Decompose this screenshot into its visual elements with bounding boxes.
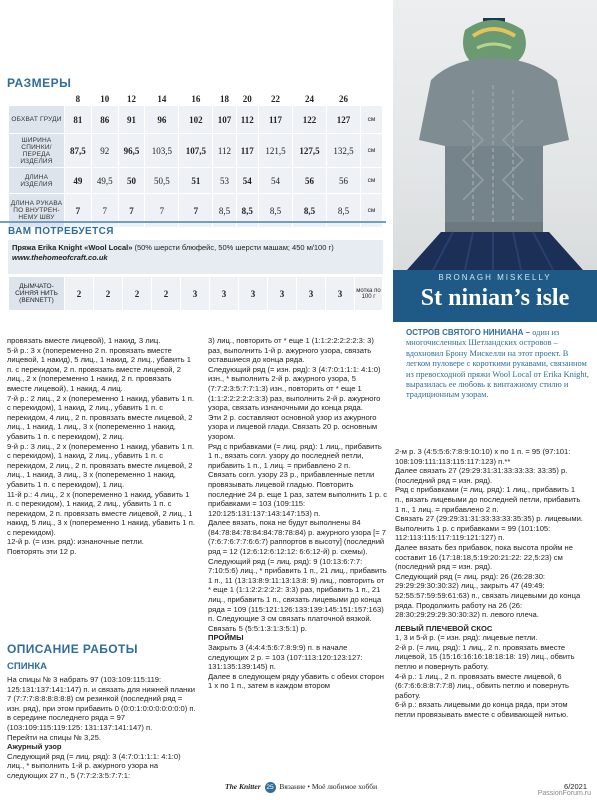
yarn-amount-table [8, 276, 383, 311]
paragraph: Связать 27 (29:29:31:31:33:33:33:35:35) р. лицевыми. [395, 514, 583, 524]
paragraph: 7-й р.: 2 лиц., 2 х (попеременно 1 накид, убавить 1 п. с перекидом), 1 накид, 2 лиц., убавить 1 п. с перекидом, 4 лиц., 2 п. провязать вместе лицевой, 2 лиц., 1 накид, 1 лиц., 3 х (попеременно 1 накид, убавить 1 п. с перекидом), 2 лиц. [7, 393, 195, 441]
paragraph: Следующий ряд (= лиц. ряд): 26 (26:28:30: 29:29:29:30:30:32) лиц., закрыть 47 (49:49: 52:55:57:59:59:61:63) п., связать лицевыми до конца ряда. Продолжить работу на 26 (26: 28:30:29:29:29:30:30:32) п. левого плеча. [395, 571, 581, 620]
paragraph: 3) лиц., повторить от * еще 1 (1:1:2:2:2:2:2:3: 3) раз, выполнить 1-й р. ажурного узора, связать оставшиеся до конца ряда. [208, 336, 374, 365]
size-cell: 127,5 [292, 134, 326, 168]
section-divider [0, 221, 386, 223]
paragraph-heading: Ажурный узор [7, 742, 62, 752]
size-cell: 112 [213, 134, 236, 168]
intro-bold: ОСТРОВ СВЯТОГО НИНИАНА – [406, 328, 531, 337]
size-header: 12 [118, 92, 145, 106]
paragraph: Далее вязать без прибавок, пока высота пройм не составит 16 (17:18:18,5:19:20:21:22: 22,5:23) см (последний ряд = изн. ряд). [395, 542, 573, 572]
size-header-row [9, 92, 383, 106]
paragraph: Перейти на спицы № 3,25. [7, 732, 101, 742]
paragraph-heading: ЛЕВЫЙ ПЛЕЧЕВОЙ СКОС [395, 623, 493, 633]
size-header: 20 [236, 92, 258, 106]
size-cell: 8,5 [258, 194, 292, 228]
yarn-site: www.thehomeofcraft.co.uk [12, 253, 108, 262]
size-header: 14 [145, 92, 179, 106]
size-cell: 107,5 [179, 134, 213, 168]
size-cell: 121,5 [258, 134, 292, 168]
paragraph: Эти 2 р. составляют основной узор из ажурного узора и лицевой глади. Связать 20 р. основным узором. [208, 412, 378, 441]
unit-cell: см [361, 194, 383, 228]
skein-cell: 3 [268, 277, 297, 311]
size-cell: 91 [118, 106, 145, 134]
paragraph: Следующий ряд (= лиц. ряд): 9 (10:13:6:7:7: 7:10:5:6) лиц., * прибавить 1 п., 21 лиц., прибавить 1 п., 11 (13:13:8:9:11:13:13:8: 9) лиц., повторить от * еще 1 (1:1:2:2:2:2:2: 3:3) раз, прибавить 1 п., 21 лиц., прибавить 1 п., связать лицевыми до конца ряда = 109 (115:121:126:133:139:145:151:157:163) п. Следующие 3 см связать платочной вязкой. [208, 556, 387, 624]
size-cell: 50,5 [145, 168, 179, 194]
row-label: ОБХВАТ ГРУДИ [9, 106, 65, 134]
skein-unit: мотка по 100 г [355, 277, 383, 311]
pullover-illustration [393, 0, 597, 270]
size-cell: 56 [326, 168, 360, 194]
page-number: 25 [266, 784, 274, 791]
author-name: BRONAGH MISKELLY [438, 273, 552, 282]
yarn-composition: (50% шерсти блюфейс, 50% шерсти машам; 450 м/100 г) [132, 243, 334, 252]
size-cell: 112 [236, 106, 258, 134]
sizes-heading: РАЗМЕРЫ [7, 76, 72, 90]
model-photo [393, 0, 597, 270]
header-spacer [9, 92, 65, 106]
skein-cell: 3 [239, 277, 268, 311]
paragraph: 9-й р.: 3 лиц., 2 х (попеременно 1 накид, убавить 1 п. с перекидом), 1 накид, 2 лиц., убавить 1 п. с перекидом, 2 лиц., 2 п. провязать вместе лицевой, 2 лиц., 1 накид, 3 лиц., 3 х (попеременно 1 накид, убавить 1 п. с перекидом), 1 лиц. [7, 441, 195, 489]
size-cell: 8,5 [236, 194, 258, 228]
paragraph: 6-й р.: вязать лицевыми до конца ряда, при этом петли провязывать вместе с обвивающей нитью. [395, 700, 569, 720]
paragraph: Ряд с прибавками (= лиц. ряд): 1 лиц., прибавить 1 п., вязать лицевыми до последней петли, прибавить 1 п., 1 лиц. = прибавлено 2 п. [395, 485, 581, 514]
size-cell: 107 [213, 106, 236, 134]
paragraph: Следующий ряд (= изн. ряд): 3 (4:7:0:1:1:1: 4:1:0) изн., * выполнить 2-й р. ажурного узора, 5 (7:7:2:3:5:7:7:1:3) изн., повторить от * еще 1 (1:1:2:2:2:2:2:3:3) раз, выполнить 2-й р. ажурного узора, связать изнаночными до конца ряда. [208, 364, 381, 413]
paragraph: Далее связать 27 (29:29:31:31:33:33:33: 33:35) р. (последний ряд = изн. ряд). [395, 466, 568, 485]
paragraph: Далее в следующем ряду убавить с обеих сторон 1 х по 1 п., затем в каждом втором [208, 671, 384, 691]
size-cell: 49 [65, 168, 92, 194]
size-cell: 51 [179, 168, 213, 194]
paragraph: Закрыть 3 (4:4:4:5:6:7:8:9:9) п. в начале следующих 2 р. = 103 (107:113:120:123:127: 131:135:139:145) п. [208, 643, 363, 672]
paragraph: провязать вместе лицевой), 1 накид, 3 лиц. [7, 336, 161, 345]
paragraph: 2-й р. (= лиц. ряд): 1 лиц., 2 п. провязать вместе лицевой, 15 (15:16:16:16:18:18:18: 19) лиц., обвить петлю и повернуть работу. [395, 642, 575, 672]
skein-cell: 3 [181, 277, 210, 311]
size-header: 16 [179, 92, 213, 106]
size-header: 22 [258, 92, 292, 106]
paragraph-heading: ПРОЙМЫ [208, 633, 244, 643]
page-footer [225, 782, 377, 793]
size-cell: 102 [179, 106, 213, 134]
yarn-box [8, 240, 383, 274]
unit-spacer [361, 92, 383, 106]
paragraph: Далее вязать, пока не будут выполнены 84 (84:78:84:78:84:84:78:78:84) р. ажурного узора [= 7 (7:6:7:6:7:7:6:6:7) раппортов в высоту] (последний ряд = 12 (12:6:12:6:12:12: 6:6:12-й) р. схемы). [208, 518, 387, 557]
size-row-chest [9, 106, 383, 134]
size-cell: 53 [213, 168, 236, 194]
size-cell: 8,5 [292, 194, 326, 228]
intro-text [406, 328, 592, 401]
size-cell: 132,5 [326, 134, 360, 168]
size-cell: 87,5 [65, 134, 92, 168]
size-cell: 49,5 [91, 168, 118, 194]
size-header: 10 [91, 92, 118, 106]
size-header: 24 [292, 92, 326, 106]
size-cell: 7 [65, 194, 92, 228]
text-column-1b [7, 675, 197, 781]
size-header: 26 [326, 92, 360, 106]
skein-cell: 3 [297, 277, 326, 311]
skein-cell: 3 [326, 277, 355, 311]
row-label: ДЛИНА ИЗДЕЛИЯ [9, 168, 65, 194]
size-cell: 86 [91, 106, 118, 134]
size-header: 18 [213, 92, 236, 106]
yarn-amount-row [9, 277, 383, 311]
size-cell: 117 [258, 106, 292, 134]
paragraph: Связать 5 (5:5:1:3:1:3:5:1) р. [208, 623, 308, 633]
paragraph: На спицы № 3 набрать 97 (103:109:115:119: 125:131:137:141:147) п. и связать для нижней планки 7 (7:7:7:8:8:8:8:8:8) см резинкой (последний ряд = изн. ряд), при этом прибавить 0 (0:0:1:0:0:0:0:0:0:0) п. в середине последнего ряда = 97 (103:109:115:119:125: 131:137:141:147) п. [7, 675, 196, 732]
size-table [8, 91, 383, 228]
size-cell: 54 [258, 168, 292, 194]
magazine-brand: The Knitter [225, 782, 261, 791]
paragraph: 11-й р.: 4 лиц., 2 х (попеременно 1 накид, убавить 1 п. с перекидом), 1 накид, 2 лиц., убавить 1 п. с перекидом, 2 п. провязать вместе лицевой, 2 лиц., 1 накид, 5 лиц., 3 х (попеременно 1 накид, убавить 1 п. с перекидом). [7, 489, 195, 537]
size-cell: 8,5 [213, 194, 236, 228]
row-label: ДЛИНА РУКАВА ПО ВНУТРЕН- НЕМУ ШВУ [9, 194, 65, 228]
size-header: 8 [65, 92, 92, 106]
text-column-1 [7, 336, 197, 557]
paragraph: 2-м р. 3 (4:5:5:6:7:8:9:10:10) х по 1 п. = 95 (97:101: 108:109:111:113:115:117:123) п.** [395, 447, 571, 466]
paragraph: Связать согл. узору 23 р., прибавленные петли провязывать лицевой гладью. Повторить последние 24 р. еще 1 раз, затем выполнить 1 р. с прибавками = 103 (109:115: 120:125:131:137:143:147:153) п. [208, 470, 388, 518]
skein-cell: 2 [152, 277, 181, 311]
text-column-2 [208, 336, 388, 691]
size-cell: 7 [91, 194, 118, 228]
paragraph: 12-й р. (= изн. ряд): изнаночные петли. [7, 537, 144, 547]
need-heading: ВАМ ПОТРЕБУЕТСЯ [8, 226, 114, 237]
size-cell: 127 [326, 106, 360, 134]
size-row-width [9, 134, 383, 168]
watermark: PassionForum.ru [537, 790, 591, 797]
size-cell: 7 [118, 194, 145, 228]
issue-number: 6/2021 [564, 782, 587, 791]
size-cell: 103,5 [145, 134, 179, 168]
sub-heading: СПИНКА [7, 661, 48, 672]
size-cell: 56 [292, 168, 326, 194]
paragraph: 4-й р.: 1 лиц., 2 п. провязать вместе лицевой, 6 (6:7:6:6:8:8:7:7:8) лиц., обвить петлю и повернуть работу. [395, 671, 569, 700]
magazine-tagline: Вязание • Моё любимое хобби [279, 782, 378, 791]
size-cell: 8,5 [326, 194, 360, 228]
article-title: St ninian’s isle [420, 285, 570, 311]
skein-cell: 3 [210, 277, 239, 311]
paragraph: Следующий ряд (= лиц. ряд): 3 (4:7:0:1:1:1: 4:1:0) лиц., * выполнить 1-й р. ажурного узора на следующих 27 п., 5 (7:7:2:3:5:7:7:1: [7, 751, 181, 780]
paragraph: Ряд с прибавками (= лиц. ряд): 1 лиц., прибавить 1 п., вязать согл. узору до последней петли, прибавить 1 п., 1 лиц. = прибавлено 2 п. [208, 441, 382, 470]
skein-cell: 2 [94, 277, 123, 311]
size-cell: 7 [145, 194, 179, 228]
yarn-name: Пряжа Erika Knight «Wool Local» [12, 243, 133, 252]
skein-cell: 2 [65, 277, 94, 311]
color-label: ДЫМЧАТО- СИНЯЯ НИТЬ (BENNETT) [9, 277, 65, 311]
unit-cell: см [361, 134, 383, 168]
section-heading: ОПИСАНИЕ РАБОТЫ [7, 642, 138, 656]
size-cell: 54 [236, 168, 258, 194]
paragraph: Выполнить 1 р. с прибавками = 99 (101:105: 112:113:115:117:119:121:127) п. [395, 523, 551, 543]
size-cell: 81 [65, 106, 92, 134]
skein-cell: 2 [123, 277, 152, 311]
paragraph: 1, 3 и 5-й р. (= изн. ряд): лицевые петли. [395, 633, 538, 643]
size-cell: 7 [179, 194, 213, 228]
size-cell: 117 [236, 134, 258, 168]
size-cell: 50 [118, 168, 145, 194]
paragraph: Повторять эти 12 р. [7, 547, 77, 557]
size-cell: 96,5 [118, 134, 145, 168]
size-row-length [9, 168, 383, 194]
size-cell: 96 [145, 106, 179, 134]
row-label: ШИРИНА СПИНКИ/ ПЕРЕДА ИЗДЕЛИЯ [9, 134, 65, 168]
text-column-3 [395, 447, 585, 720]
unit-cell: см [361, 168, 383, 194]
size-cell: 92 [91, 134, 118, 168]
unit-cell: см [361, 106, 383, 134]
intro-rest: один из многочисленных Шетландских островов – вдохновил Брону Мискелли на этот проект. В легком пуловере с короткими рукавами, связанном из превосходной пряжи Wool Local от Erika Knight, выразилась ее любовь к винтажному стилю и традиционным узорам. [406, 328, 589, 400]
size-cell: 122 [292, 106, 326, 134]
paragraph: 5-й р.: 3 х (попеременно 2 п. провязать вместе лицевой, 1 накид), 5 лиц., 1 накид, 2 лиц., убавить 1 п. с перекидом, 2 п. провязать вместе лицевой, 2 лиц., 2 х (попеременно 1 накид, 2 п. провязать вместе лицевой), 1 накид, 4 лиц. [7, 345, 191, 393]
